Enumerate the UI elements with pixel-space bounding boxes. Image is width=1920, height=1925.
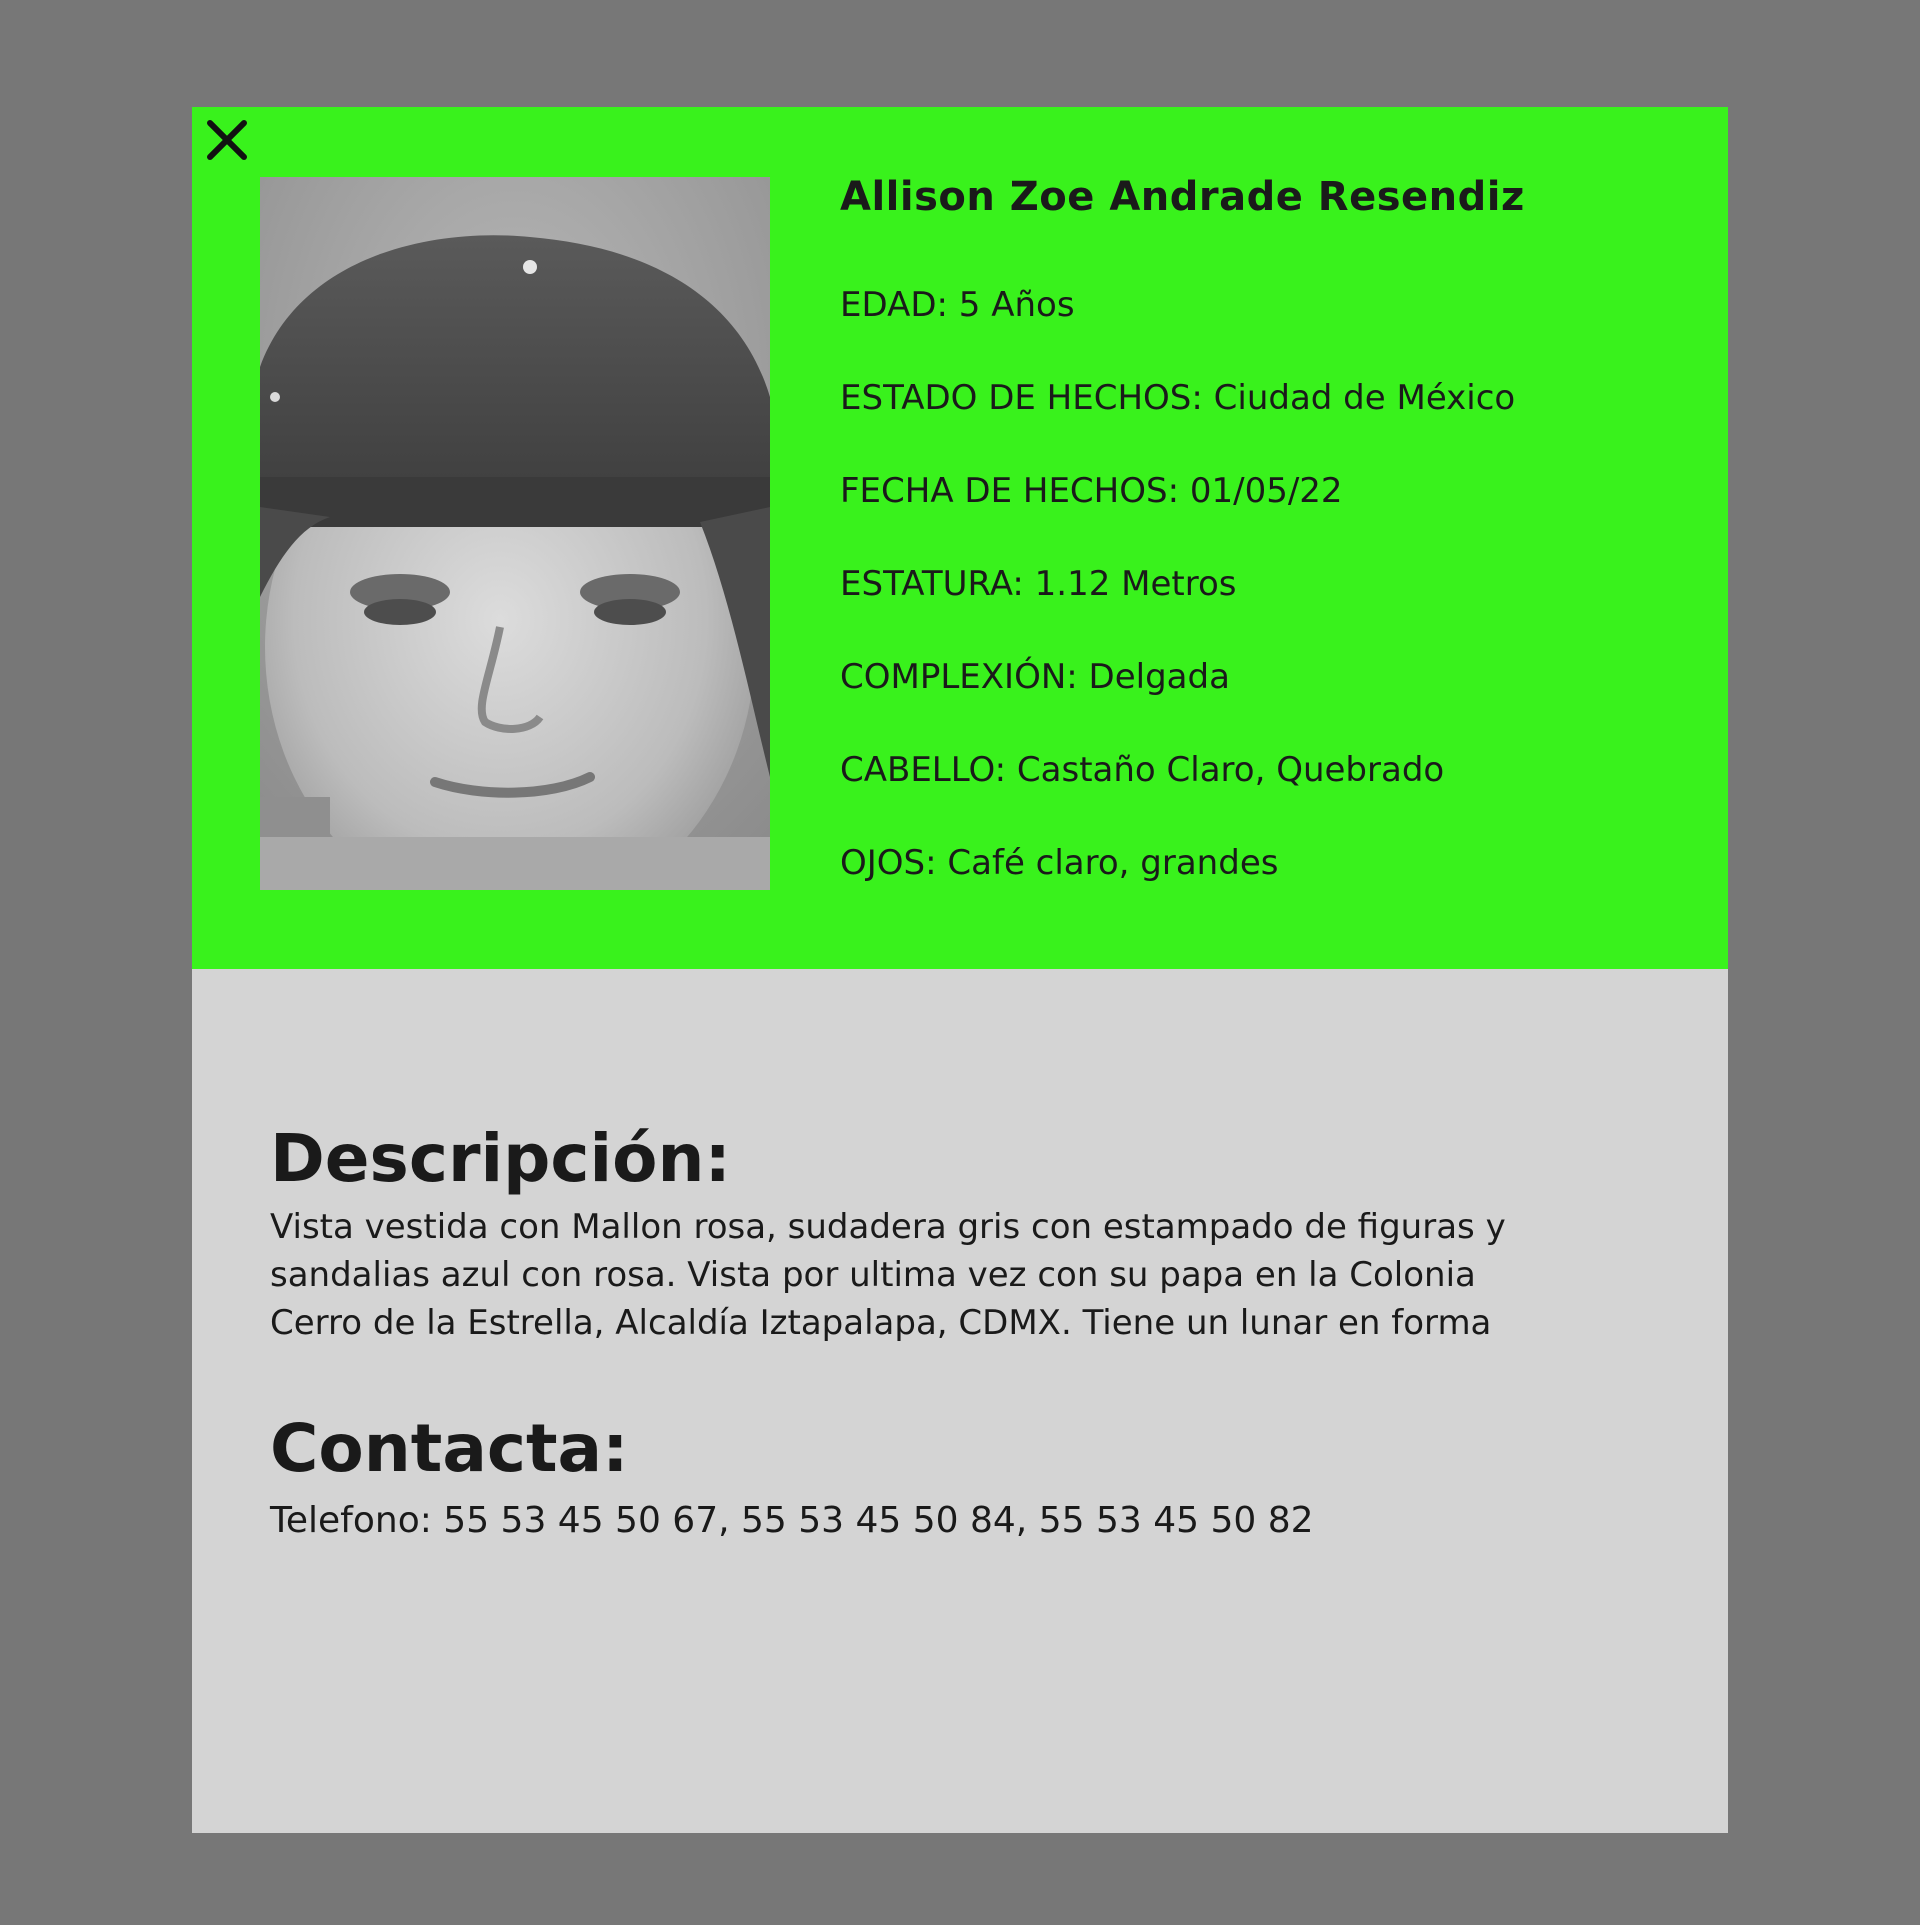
contact-title: Contacta:	[270, 1410, 629, 1487]
detail-hair: CABELLO: Castaño Claro, Quebrado	[840, 750, 1445, 790]
detail-date: FECHA DE HECHOS: 01/05/22	[840, 471, 1343, 511]
close-button[interactable]	[204, 117, 250, 163]
description-text: Vista vestida con Mallon rosa, sudadera gris con estampado de figuras y sandalias azul con rosa. Vista por ultima vez con su papa en la Colonia Cerro de la Estrella, Alcaldía Iztapalapa, CDMX. Tiene un lunar en forma	[270, 1207, 1506, 1343]
person-photo	[260, 177, 770, 890]
person-name: Allison Zoe Andrade Resendiz	[840, 174, 1525, 220]
description-title: Descripción:	[270, 1120, 731, 1197]
detail-eyes: OJOS: Café claro, grandes	[840, 843, 1279, 883]
detail-state: ESTADO DE HECHOS: Ciudad de México	[840, 378, 1516, 418]
detail-age: EDAD: 5 Años	[840, 285, 1075, 325]
close-icon	[204, 117, 250, 163]
description-section	[270, 1117, 1670, 1547]
detail-build: COMPLEXIÓN: Delgada	[840, 657, 1230, 697]
detail-height: ESTATURA: 1.12 Metros	[840, 564, 1237, 604]
missing-person-modal	[192, 107, 1728, 1833]
person-info-panel	[192, 107, 1728, 969]
child-portrait-photo	[260, 177, 770, 890]
contact-phones: Telefono: 55 53 45 50 67, 55 53 45 50 84, 55 53 45 50 82	[270, 1500, 1314, 1541]
person-info	[840, 165, 1700, 893]
